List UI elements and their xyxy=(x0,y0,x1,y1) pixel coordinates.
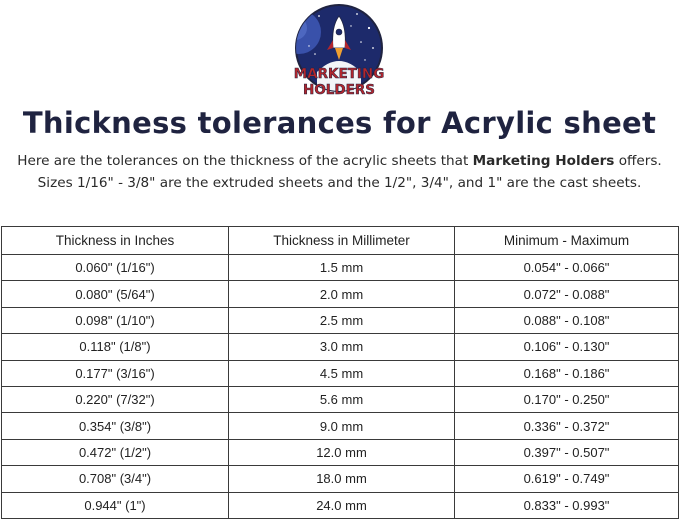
cell-millimeter: 4.5 mm xyxy=(229,360,455,386)
cell-inches: 0.080" (5/64") xyxy=(2,281,229,307)
header-min-max: Minimum - Maximum xyxy=(455,227,679,255)
table-header-row xyxy=(2,227,679,255)
cell-inches: 0.060" (1/16") xyxy=(2,255,229,281)
header-millimeter: Thickness in Millimeter xyxy=(229,227,455,255)
intro-line-1-end: offers. xyxy=(614,153,662,169)
cell-min-max: 0.168" - 0.186" xyxy=(455,360,679,386)
table-row xyxy=(2,439,679,465)
rocket-in-space-icon xyxy=(289,2,389,100)
intro-line-1-start: Here are the tolerances on the thickness of the acrylic sheets that xyxy=(17,153,473,169)
intro-text xyxy=(0,150,679,194)
cell-millimeter: 9.0 mm xyxy=(229,413,455,439)
table-row xyxy=(2,386,679,412)
logo-line2: HOLDERS xyxy=(303,82,375,98)
logo-line1: MARKETING xyxy=(293,66,385,82)
cell-inches: 0.354" (3/8") xyxy=(2,413,229,439)
cell-min-max: 0.106" - 0.130" xyxy=(455,334,679,360)
table-row xyxy=(2,413,679,439)
table-row xyxy=(2,360,679,386)
header-inches: Thickness in Inches xyxy=(2,227,229,255)
cell-millimeter: 3.0 mm xyxy=(229,334,455,360)
cell-min-max: 0.054" - 0.066" xyxy=(455,255,679,281)
table-row xyxy=(2,334,679,360)
brand-logo xyxy=(289,2,389,100)
cell-millimeter: 24.0 mm xyxy=(229,492,455,518)
table-row xyxy=(2,466,679,492)
page-title: Thickness tolerances for Acrylic sheet xyxy=(22,106,657,140)
cell-min-max: 0.072" - 0.088" xyxy=(455,281,679,307)
table-row xyxy=(2,281,679,307)
cell-inches: 0.098" (1/10") xyxy=(2,307,229,333)
cell-min-max: 0.619" - 0.749" xyxy=(455,466,679,492)
table-row xyxy=(2,255,679,281)
intro-line-2: Sizes 1/16" - 3/8" are the extruded sheets and the 1/2", 3/4", and 1" are the cast sheets. xyxy=(37,175,642,191)
cell-inches: 0.944" (1") xyxy=(2,492,229,518)
intro-brand: Marketing Holders xyxy=(472,153,615,169)
cell-min-max: 0.170" - 0.250" xyxy=(455,386,679,412)
cell-inches: 0.118" (1/8") xyxy=(2,334,229,360)
cell-millimeter: 1.5 mm xyxy=(229,255,455,281)
cell-millimeter: 2.5 mm xyxy=(229,307,455,333)
table-row xyxy=(2,492,679,518)
intro-line-1 xyxy=(0,150,679,172)
cell-inches: 0.708" (3/4") xyxy=(2,466,229,492)
cell-millimeter: 12.0 mm xyxy=(229,439,455,465)
cell-inches: 0.220" (7/32") xyxy=(2,386,229,412)
cell-min-max: 0.833" - 0.993" xyxy=(455,492,679,518)
cell-millimeter: 5.6 mm xyxy=(229,386,455,412)
cell-millimeter: 2.0 mm xyxy=(229,281,455,307)
cell-millimeter: 18.0 mm xyxy=(229,466,455,492)
tolerance-table xyxy=(1,226,679,519)
cell-min-max: 0.336" - 0.372" xyxy=(455,413,679,439)
table-row xyxy=(2,307,679,333)
cell-inches: 0.177" (3/16") xyxy=(2,360,229,386)
cell-min-max: 0.088" - 0.108" xyxy=(455,307,679,333)
cell-min-max: 0.397" - 0.507" xyxy=(455,439,679,465)
cell-inches: 0.472" (1/2") xyxy=(2,439,229,465)
